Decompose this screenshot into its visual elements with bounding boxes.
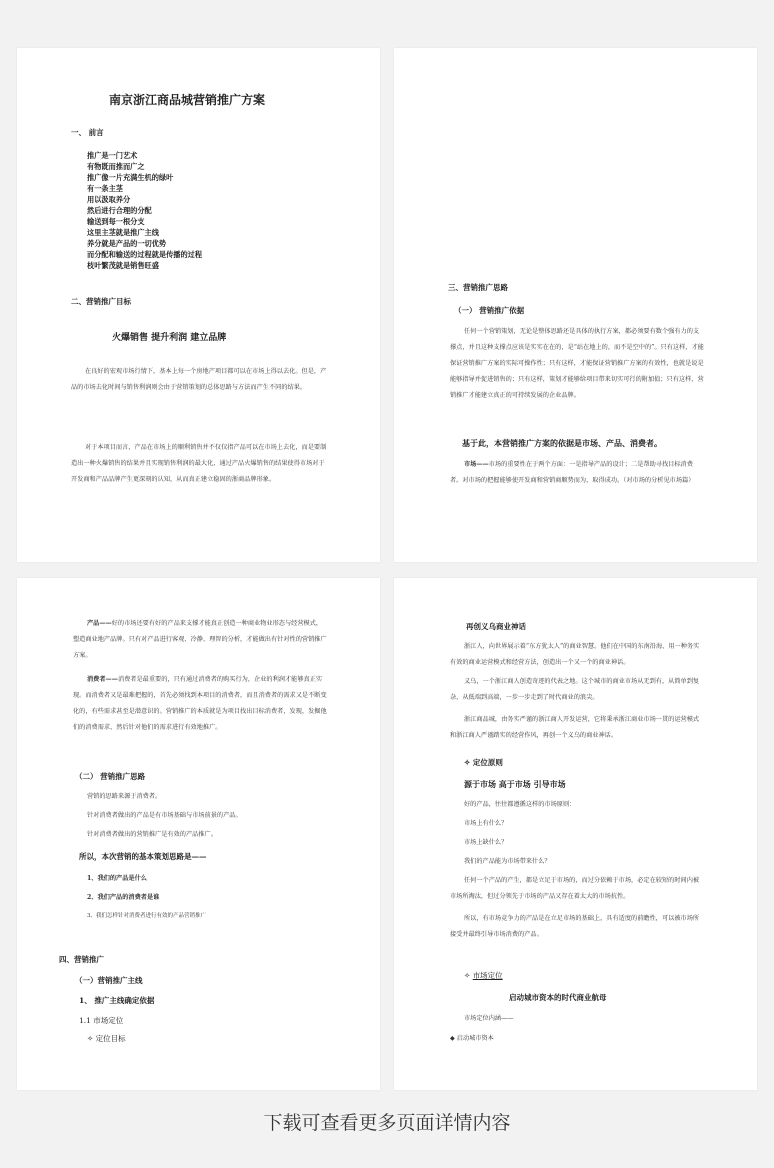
document-page-4 <box>394 578 757 1090</box>
page4-paragraph-4: 任何一个产品的产生，都是立足于市场的，而过分依赖于市场，必定在较短的时间内被市场所淘汰，但过分领先于市场的产品又存在着太大的市场抗性。 <box>450 877 700 900</box>
question-2: 2、我们产品的消费者是谁 <box>87 894 160 901</box>
bullet-text: 启动城市资本 <box>456 1035 494 1042</box>
market-positioning-link: 市场定位 <box>472 971 503 980</box>
page4-paragraph-5: 所以，有市场竞争力的产品是在立足市场的基础上，具有适度的前瞻性，可以被市场所接受并最终引导市场消费的产品。 <box>450 915 700 938</box>
page4-paragraph-2: 义乌，一个浙江商人创造奇迹的代表之地。这个城市的商业市场从无到有，从简单到复杂，从低端到高端，一步一步走到了时代商业的浪尖。 <box>450 678 700 701</box>
page4-heading: 再创义乌商业神话 <box>466 622 526 631</box>
question-3: 3、我们怎样针对消费者进行有效的产品营销推广 <box>87 913 207 919</box>
positioning-principle: ✧ 定位原则 <box>464 758 503 767</box>
subsection-heading-basis: （一） 营销推广依据 <box>454 306 525 315</box>
document-title: 南京浙江商品城营销推广方案 <box>109 93 266 107</box>
market-positioning <box>464 971 503 981</box>
promotion-item-1: 1、 推广主线确定依据 <box>79 996 155 1005</box>
principle-intro: 好的产品，往往都遵循这样的市场原则： <box>464 801 576 808</box>
poem-line: 输送到每一根分支 <box>87 217 145 226</box>
question-1: 1、我们的产品是什么 <box>87 875 147 882</box>
product-text: 好的市场还要有好的产品来支撑才能真正创造一种商业物业形态与经营模式，塑造商业地产品牌。只有对产品进行客观、冷静、理智的分析，才能做出有针对性的营销推广方案。 <box>73 620 327 659</box>
goals-paragraph-2: 对于本项目而言，产品在市场上的顺利销售并不仅仅指产品可以在市场上去化，而是要制造出一种火爆销售的结果并且实现销售利润的最大化，通过产品火爆销售的结果使得市场对于开发商和产品品牌产生更深刻的认知，从而真正建立稳固的浙商品牌形象。 <box>71 444 327 483</box>
poem-line: 这里主茎就是推广主线 <box>87 228 159 237</box>
positioning-connotation: 市场定位内涵—— <box>464 1015 514 1022</box>
page4-paragraph-3: 浙江商品城，由务实严谨的浙江商人开发运营，它将秉承浙江商业市场一贯的运营模式和浙江商人严谨踏实的经营作风，再创一个义乌的商业神话。 <box>450 716 700 739</box>
bullet-item <box>450 1034 494 1043</box>
positioning-slogan: 启动城市资本的时代商业航母 <box>509 993 607 1002</box>
section-heading-preface: 一、 前言 <box>71 128 104 137</box>
poem-line: 养分就是产品的一切优势 <box>87 239 167 248</box>
page4-paragraph-1: 浙江人，向世界展示着“东方犹太人”的商业智慧。他们在中国的东南沿海，用一种务实有效的商业运营模式和经营方法，创造出一个又一个的商业神话。 <box>450 643 700 666</box>
diamond-outline-icon: ✧ <box>464 971 471 980</box>
document-page-2 <box>394 48 757 562</box>
poem-line: 用以汲取养分 <box>87 195 131 204</box>
approach-line: 针对消费者做出的营销推广是有效的产品推广。 <box>87 831 217 838</box>
promotion-subheading: （一）营销推广主线 <box>75 976 143 985</box>
document-page-3 <box>17 578 380 1090</box>
poem-line: 推广像一片充满生机的绿叶 <box>87 173 174 182</box>
poem-line: 然后进行合理的分配 <box>87 206 152 215</box>
principle-question-2: 市场上缺什么？ <box>464 839 508 846</box>
principle-items: 源于市场 高于市场 引导市场 <box>464 779 566 789</box>
basis-statement: 基于此，本营销推广方案的依据是市场、产品、消费者。 <box>462 438 662 448</box>
market-text: 市场的重要性在于两个方面：一是指导产品的设计；二是帮助寻找目标消费者。对市场的把握能够使开发商和营销商顺势而为，取得成功。（对市场的分析见市场篇） <box>450 461 695 484</box>
market-label: 市场—— <box>464 461 489 468</box>
consumer-label: 消费者—— <box>87 676 118 683</box>
section-heading-promotion: 四、营销推广 <box>59 955 104 964</box>
section-heading-strategy: 三、营销推广思路 <box>448 283 508 292</box>
market-paragraph <box>450 457 704 489</box>
poem-line: 推广是一门艺术 <box>87 151 138 160</box>
goals-paragraph-1: 在良好的宏观市场行情下，基本上每一个房地产项目都可以在市场上得以去化。但是，产品的市场去化时间与销售利润则会由于营销策划的总体思路与方法而产生不同的结果。 <box>71 368 327 391</box>
poem-line: 有一条主茎 <box>87 184 123 193</box>
subsection-heading-approach: （二） 营销推广思路 <box>75 772 146 781</box>
section-heading-goals: 二、营销推广目标 <box>71 297 131 306</box>
goals-slogan: 火爆销售 提升利润 建立品牌 <box>112 333 227 343</box>
approach-conclusion: 所以，本次营销的基本策划思路是—— <box>79 852 207 861</box>
diamond-bullet-icon: ◆ <box>450 1035 455 1042</box>
consumer-paragraph <box>73 672 327 736</box>
principle-question-1: 市场上有什么？ <box>464 820 508 827</box>
document-page-1 <box>17 48 380 562</box>
positioning-target: ✧ 定位目标 <box>87 1034 126 1043</box>
principle-question-3: 我们的产品能为市场带来什么？ <box>464 858 551 865</box>
download-caption: 下载可查看更多页面详情内容 <box>263 1112 511 1134</box>
approach-line: 针对消费者做出的产品是有市场基础与市场前景的产品。 <box>87 812 242 819</box>
basis-paragraph: 任何一个营销策划，无论是整体思路还是具体的执行方案，都必须要有数个强有力的支撑点，并且这种支撑点应该是实实在在的，是“站在地上的，而不是空中的”。只有这样，才能保证营销推广方案的实际可操作性；只有这样，才能保证营销推广方案的有效性，也就是说是能够指导并促进销售的；只有这样，策划才能够给项目带来切实可行的附加值；只有这样，营销推广才能建立真正的可持续发展的企业品牌。 <box>450 328 704 399</box>
promotion-item-1-1: 1.1 市场定位 <box>79 1016 124 1025</box>
poem-line: 枝叶繁茂就是销售旺盛 <box>87 261 159 270</box>
poem-line: 而分配和输送的过程就是传播的过程 <box>87 250 203 259</box>
poem-line: 有物既而推而广之 <box>87 162 145 171</box>
product-label: 产品—— <box>87 620 112 627</box>
approach-line: 营销的思路来源于消费者。 <box>87 793 162 800</box>
product-paragraph <box>73 616 327 664</box>
consumer-text: 消费者是最重要的，只有通过消费者的购买行为，企业的利润才能够真正实现。而消费者又是最难把握的，首先必须找到本项目的消费者，而且消费者的需求又是不断变化的，有些需求甚至是潜意识的。营销推广的本质就是为项目找出目标消费者，发现，发掘他们的消费需求，然后针对他们的需求进行有效地推广。 <box>73 676 327 731</box>
